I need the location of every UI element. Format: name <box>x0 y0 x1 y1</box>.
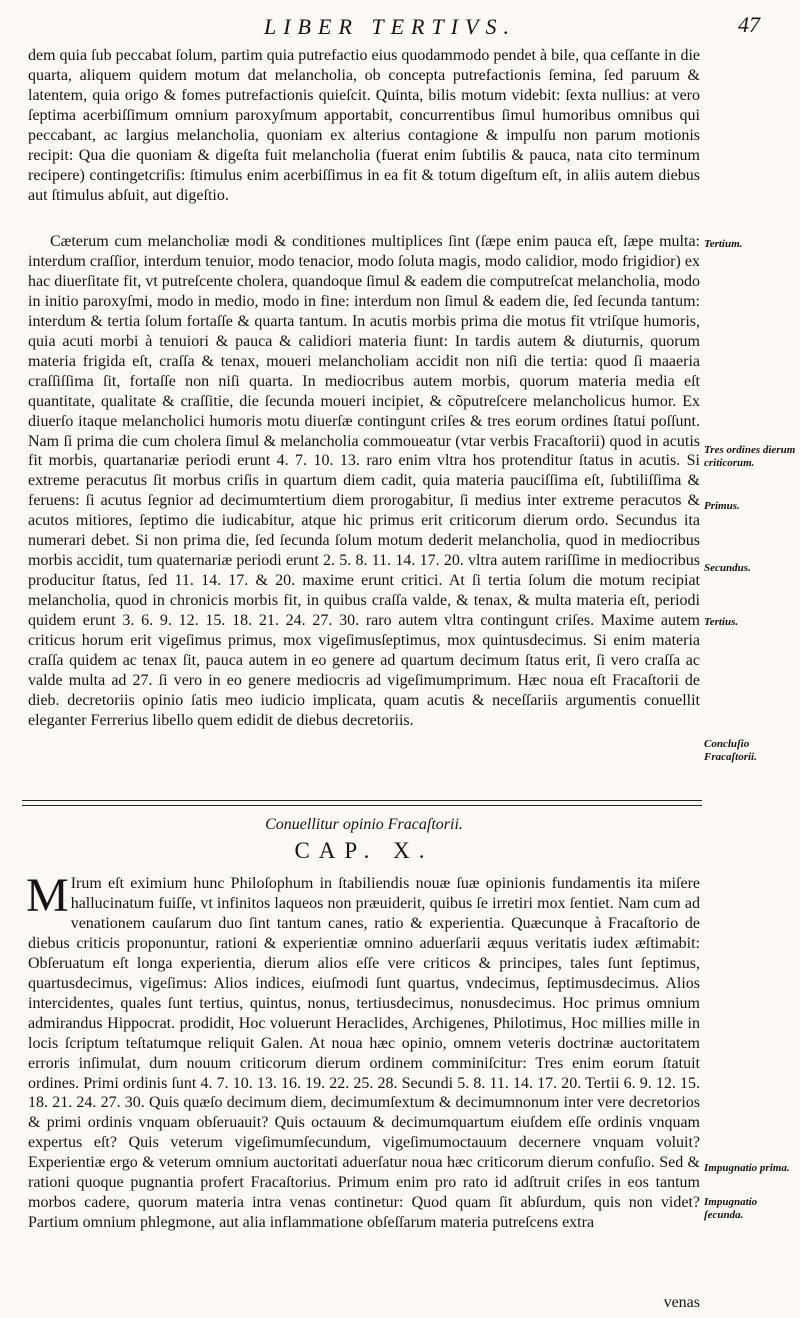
paragraph-3 <box>26 869 700 1233</box>
margin-note-tres-ordines: Tres ordines dierum criticorum. <box>704 444 796 469</box>
paragraph-2: Cæterum cum melancholiæ modi & conditiones multiplices ſint (ſæpe enim pauca eſt, ſæpe multa: interdum craſſior, interdum tenuior, modo tenacior, modo ſoluta magis, modo calidior, modo frigidior) ex hac diuerſitate fit, vt putreſcente cholera, quandoque ſimul & eadem die computreſcat melancholia, modo in initio paroxyſmi, modo in medio, modo in fine: interdum non ſimul & eadem die, ſed ſecunda tantum: interdum & tertia ſolum fortaſſe & quarta tantum. In acutis morbis prima die motus fit vtriſque humoris, quia acuti morbi à tenuiori & pauca & calidiori materia fiunt: In tardis autem & diuturnis, quorum materia frigida eſt, craſſa & tenax, moueri melancholiam accidit non niſi die tertia: quod ſi maaeria craſſiſſima ſit, fortaſſe non niſi quarta. In mediocribus autem morbis, quorum materia media eſt quantitate, qualitate & craſſitie, die ſecunda moueri incipiet, & cõputreſcere melancholicus humor. Ex diuerſo itaque melancholici humoris motu diuerſæ contingunt criſes & tres eorum ordines ſtatui poſſunt. Nam ſi prima die cum cholera ſimul & melancholia commoueatur (vtar verbis Fracaſtorii) quod in acutis fit morbis, quartanariæ periodi erunt 4. 7. 10. 13. raro enim vltra hos protenditur ſtatus in acutis. Si extreme peracutus ſit morbus criſis in quartum diem cadit, quia materia pauciſſima eſt, ſubtiliſſima & feruens: ſi acutus ſegnior ad decimumtertium diem prorogabitur, ſi medius inter extreme peracutos & acutos mitiores, ſeptimo die iudicabitur, atque hic primus erit criticorum dierum ordo. Secundus ita numerari debet. Si non prima die, ſed ſecunda ſolum motum dederit melancholia, quod in mediocribus morbis accidit, tum quaternariæ periodi erunt 2. 5. 8. 11. 14. 17. 20. vltra autem rariſſime in mediocribus producitur ſtatus, ſed 11. 14. 17. & 20. maxime erunt critici. At ſi tertia ſolum die motum recipiat melancholia, quod in chronicis morbis fit, in quibus craſſa valde, & tenax, & multa materia eſt, periodi quidem erunt 3. 6. 9. 12. 15. 18. 21. 24. 27. 30. raro autem vltra contingunt criſes. Maxime autem criticus horum erit vigeſimus primus, mox vigeſimusſeptimus, mox quintusdecimus. Si enim materia craſſa quidem ac tenax ſit, pauca autem in eo genere ad quartum decimum ſtatus erit, ſi vero craſſa ac valde multa ad 27. ſi vero in eo genere mediocris ad vigeſimumprimum. Hæc noua eſt Fracaſtorii de dieb. decretoriis opinio ſatis meo iudicio implicata, quam acutis & neceſſariis argumentis conuellit eleganter Ferrerius libello quem edidit de diebus decretoriis. <box>28 233 700 729</box>
drop-cap: M <box>26 869 69 922</box>
margin-note-impugnatio-secunda: Impugnatio ſecunda. <box>704 1196 758 1221</box>
margin-note-secundus: Secundus. <box>704 562 751 574</box>
section-rule-thin <box>22 805 702 806</box>
body-text-continuation <box>28 46 700 206</box>
section-rule <box>22 800 702 801</box>
margin-note-impugnatio-prima: Impugnatio prima. <box>704 1162 790 1174</box>
body-text-main <box>28 232 700 731</box>
paragraph-1: dem quia ſub peccabat ſolum, partim quia putrefactio eius quodammodo pendet à bile, qua ceſſante in die quarta, aliquem quidem motum dat melancholia, ob concepta putrefactionis ſemina, ſed paruum & latentem, quia origo & fomes putrefactionis quieſcit. Quinta, bilis motum videbit: ſexta nullius: at vero ſeptima acerbiſſimum omnium paroxyſmum apportabit, concurrentibus ſimul humoribus omnibus qui peccabant, ac largius melancholia, quoniam ex alterius contagione & impulſu non parum motionis recipit: Qua die quoniam & digeſta fuit melancholia (fuerat enim ſubtilis & pauca, nata cito terminum recipere) contingetcriſis: ſtimulus enim acerbiſſimus in ea fit & totum digeſtum eſt, in aliis autem diebus aut ſtimulus abſuit, aut digeſtio. <box>28 47 700 204</box>
section-title: Conuellitur opinio Fracaſtorii. <box>265 816 463 833</box>
paragraph-3-text: Irum eſt eximium hunc Philoſophum in ſtabiliendis nouæ ſuæ opinionis fundamentis ita miſere hallucinatum fuiſſe, vt infinitos laqueos non præuiderit, quibus ſe irretiri mox ſentiet. Nam cum ad venationem cauſarum duo ſint tantum canes, ratio & experientia. Quæcunque à Fracaſtorio de diebus criticis proponuntur, rationi & experientiæ omnino aduerſarii æquus veritatis iudex æſtimabit: Obſeruatum eſt longa experientia, dierum alios eſſe vere criticos & principes, tales ſunt ſeptimus, quartusdecimus, vigeſimus: Alios indices, eiuſmodi ſunt quartus, vndecimus, ſeptimusdecimus. Alios intercidentes, quales ſunt tertius, quintus, nonus, tertiusdecimus, nonusdecimus. Hoc primus omnium admirandus Hippocrat. prodidit, Hoc voluerunt Heraclides, Archigenes, Philotimus, Hoc millies mille in locis ſcriptum teſtatumque reliquit Galen. At noua hæc opinio, omnem veteris doctrinæ auctoritatem erroris inſimulat, dum nouum criticorum dierum ordinem comminiſcitur: Tres enim eorum ſtatuit ordines. Primi ordinis ſunt 4. 7. 10. 13. 16. 19. 22. 25. 28. Secundi 5. 8. 11. 14. 17. 20. Tertii 6. 9. 12. 15. 18. 21. 24. 27. 30. Quis quæſo decimum diem, decimumſextum & decimumnonum inter vere decretorios & primi ordinis vnquam obſeruauit? Quis octauum & decimumquartum eiuſdem eſſe ordinis vnquam expertus eſt? Quis veterum vigeſimumſecundum, vigeſimumoctauum decernere vnquam voluit? Experientiæ ergo & veterum omnium auctoritati aduerſatur noua hæc criticorum dierum confuſio. Sed & rationi quoque pugnantia profert Fracaſtorius. Primum enim pro rato id adſtruit criſes in eos tantum morbos cadere, quorum materia intra venas continetur: Quod quam ſit abſurdum, quis non videt? Partium omnium phlegmone, aut alia inflammatione obſeſſarum materia putreſcens extra <box>28 875 700 1232</box>
page-number: 47 <box>738 12 760 37</box>
margin-note-primus: Primus. <box>704 500 740 512</box>
catchword: venas <box>663 1294 700 1311</box>
running-title: LIBER TERTIVS. <box>264 14 516 39</box>
margin-note-tertius: Tertius. <box>704 616 739 628</box>
chapter-heading: CAP. X. <box>294 838 434 863</box>
chapter-text <box>26 869 700 1233</box>
margin-note-tertium: Tertium. <box>704 238 743 250</box>
page-header <box>20 8 760 46</box>
margin-note-conclusio: Concluſio Fracaſtorii. <box>704 738 757 763</box>
